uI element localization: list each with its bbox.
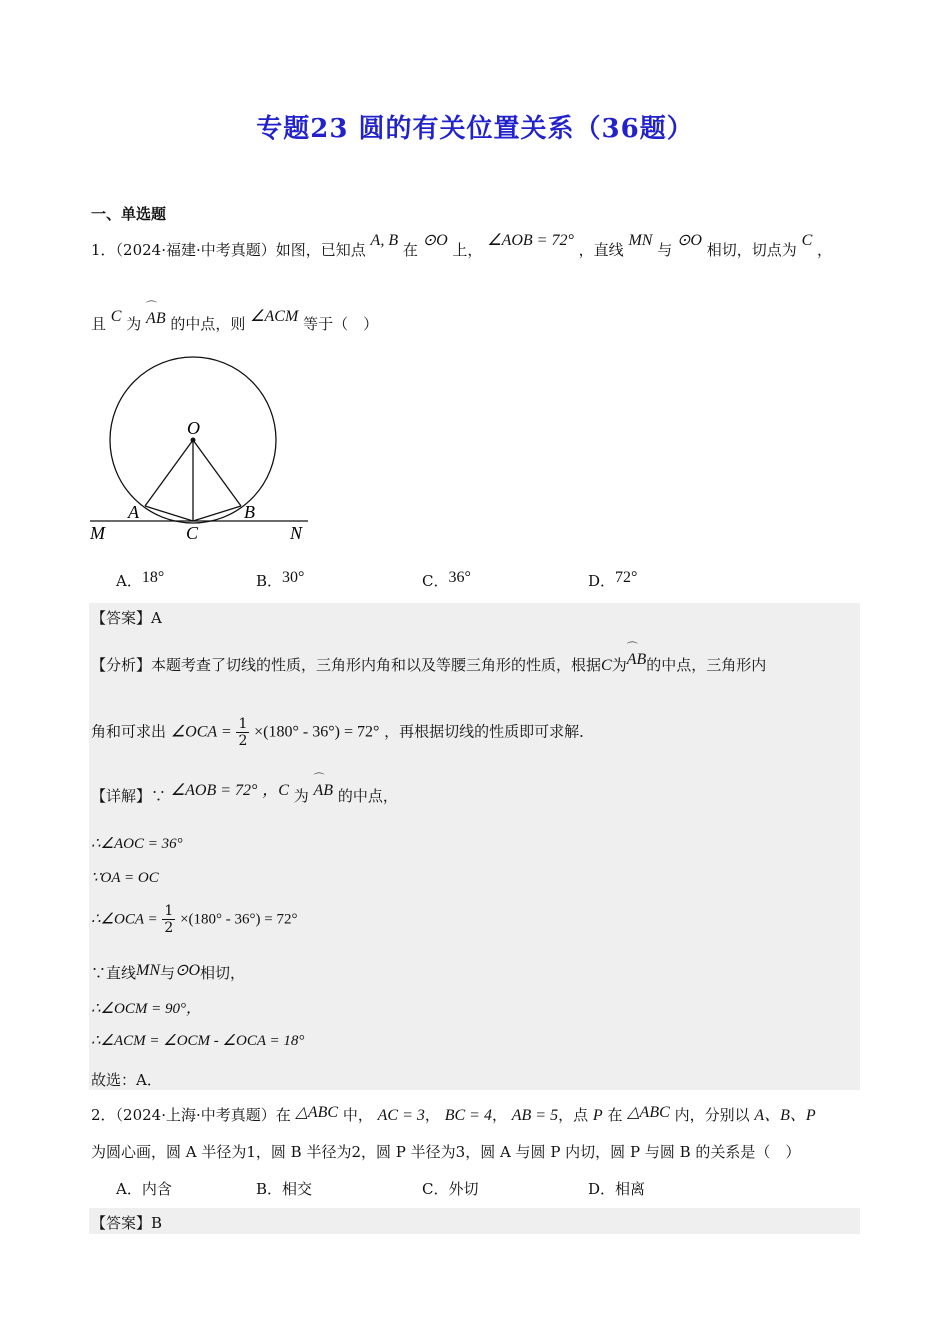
detail-arc-ab: ⌒ AB [313,782,333,800]
frac-num: 1 [238,716,248,732]
label-o: O [187,418,200,438]
analysis-formula-b: ×(180° - 36°) = 72° [254,723,380,741]
q2-sep: ， [424,1106,440,1124]
frac-den: 2 [164,920,174,936]
option-key: C． [422,572,449,590]
detail-wei: 为 [293,787,309,805]
q1-circle-o-2: ⊙O [677,232,702,249]
detail-mid: 的中点， [337,787,398,805]
q2-triangle: △ABC [295,1104,339,1121]
option-key: B． [256,1180,283,1198]
option-key: B． [256,572,283,590]
q1-option-a[interactable] [116,570,164,591]
fraction-half [236,716,249,749]
q1-point-c: C [801,232,813,249]
q1-circle-o: ⊙O [422,232,448,249]
q1-step-4 [91,962,245,983]
q2-sep: ， [491,1106,507,1124]
q2-text-e: 内，分别以 [674,1106,750,1124]
q1-end-comma: ， [817,241,833,259]
center-dot [191,438,196,443]
q1-stem-text: 1．（2024·福建·中考真题）如图，已知点 [91,241,366,259]
analysis-arc-ab: ⌒ AB [627,651,647,669]
step4-circle: ⊙O [175,962,200,979]
q2-text-b: 中， [342,1106,373,1124]
q1-wei: 为 [126,315,142,333]
q1-step-2: ∵OA = OC [91,870,159,886]
q2-ac: AC = 3 [377,1107,425,1124]
option-key: C． [422,1180,449,1198]
frac-num: 1 [164,903,174,919]
q2-ab: AB = 5 [511,1107,559,1124]
q1-tangent-text: 相切，切点为 [706,241,797,259]
step4-yu: 与 [160,964,176,982]
q1-option-d[interactable] [588,570,637,591]
q1-option-c[interactable] [422,570,471,591]
q1-point-c-2: C [110,308,122,325]
q1-line-text: ，直线 [578,241,624,259]
q1-arc-ab: ⌒ AB [146,310,166,328]
option-value: 内含 [141,1180,172,1198]
label-m: M [90,523,105,543]
q2-answer-block [89,1208,860,1234]
option-key: D． [588,572,616,590]
q1-step-1: ∴∠AOC = 36° [91,836,183,852]
step4-mn: MN [136,962,161,979]
q1-stem-line2 [91,308,379,334]
q2-option-d[interactable] [588,1178,645,1199]
option-value: 相离 [615,1180,646,1198]
q2-answer: 【答案】B [91,1214,163,1232]
q2-option-c[interactable] [422,1178,479,1199]
page-title: 专题23 圆的有关位置关系（36题） [256,114,694,144]
q1-analysis-line1 [91,651,767,675]
detail-angle: ∠AOB = 72° [170,782,258,799]
q1-geometry-figure [86,352,316,547]
label-c: C [186,523,199,543]
q1-option-b[interactable] [256,570,304,591]
q2-text-d: 在 [607,1106,623,1124]
step4-text: ∵直线 [91,964,137,982]
q1-choose: 故选：A． [91,1071,162,1089]
q1-yu: 与 [657,241,673,259]
q1-answer: 【答案】A [91,609,162,627]
q2-centers: A、B、P [754,1107,816,1124]
option-value: 30° [282,569,305,586]
option-value: 18° [141,569,165,586]
section-heading: 一、单选题 [91,205,167,223]
q1-step-6: ∴∠ACM = ∠OCM - ∠OCA = 18° [91,1033,305,1049]
option-key: A． [116,1180,142,1198]
q1-stem-line1 [91,232,833,260]
step4-end: 相切， [200,964,246,982]
option-value: 72° [615,569,638,586]
q2-text-a: 2．（2024·上海·中考真题）在 [91,1106,291,1124]
option-value: 36° [448,569,471,586]
q2-bc: BC = 4 [444,1107,492,1124]
option-key: D． [588,1180,616,1198]
q1-points: A, B [370,232,399,249]
q2-triangle-2: △ABC [627,1104,670,1121]
q1-solution-block [89,603,860,1090]
q1-angle-aob: ∠AOB = 72° [487,232,574,249]
analysis-text-3: 角和可求出 [91,722,167,741]
option-key: A． [116,572,142,590]
q1-step-3 [91,903,297,936]
analysis-formula-a: ∠OCA = [170,723,232,741]
label-b: B [244,502,255,522]
q1-dengyu: 等于（ ） [303,315,379,333]
analysis-point-c: C [601,657,612,674]
option-value: 外切 [448,1180,479,1198]
segment-bc [193,506,241,521]
q1-line-mn: MN [628,232,653,249]
analysis-wei: 为 [611,656,627,674]
q1-angle-acm: ∠ACM [250,308,299,325]
q2-option-b[interactable] [256,1178,312,1199]
q1-midpoint-text: 的中点，则 [170,315,246,333]
q1-step-5: ∴∠OCM = 90°， [91,1001,201,1017]
step3-right: ×(180° - 36°) = 72° [180,911,298,928]
q1-shang: 上， [452,241,483,259]
q1-zai: 在 [402,241,418,259]
q2-stem-line1 [91,1102,816,1125]
fraction-half-2 [162,903,175,936]
option-value: 相交 [282,1180,313,1198]
segment-oa [145,440,193,506]
detail-point-c: ，C [262,782,289,799]
q2-point-p: P [592,1107,603,1124]
analysis-text-2: 的中点，三角形内 [646,656,767,674]
segment-ac [145,506,193,521]
step3-left: ∴∠OCA = [91,911,158,928]
detail-label: 【详解】∵ [91,787,167,805]
q1-qie: 且 [91,315,107,333]
q2-option-a[interactable] [116,1178,172,1199]
analysis-text: 【分析】本题考查了切线的性质，三角形内角和以及等腰三角形的性质，根据 [91,656,602,674]
segment-ob [193,440,241,506]
label-n: N [290,523,303,543]
q1-analysis-line2 [91,716,594,749]
analysis-text-4: ，再根据切线的性质即可求解． [384,722,595,741]
frac-den: 2 [238,733,248,749]
label-a: A [128,502,139,522]
q2-stem-line2: 为圆心画，圆 A 半径为1，圆 B 半径为2，圆 P 半径为3，圆 A 与圆 P 内切，圆 P 与圆 B 的关系是（ ） [91,1143,801,1161]
q2-text-c: ，点 [558,1106,589,1124]
q1-detail-line [91,783,398,806]
